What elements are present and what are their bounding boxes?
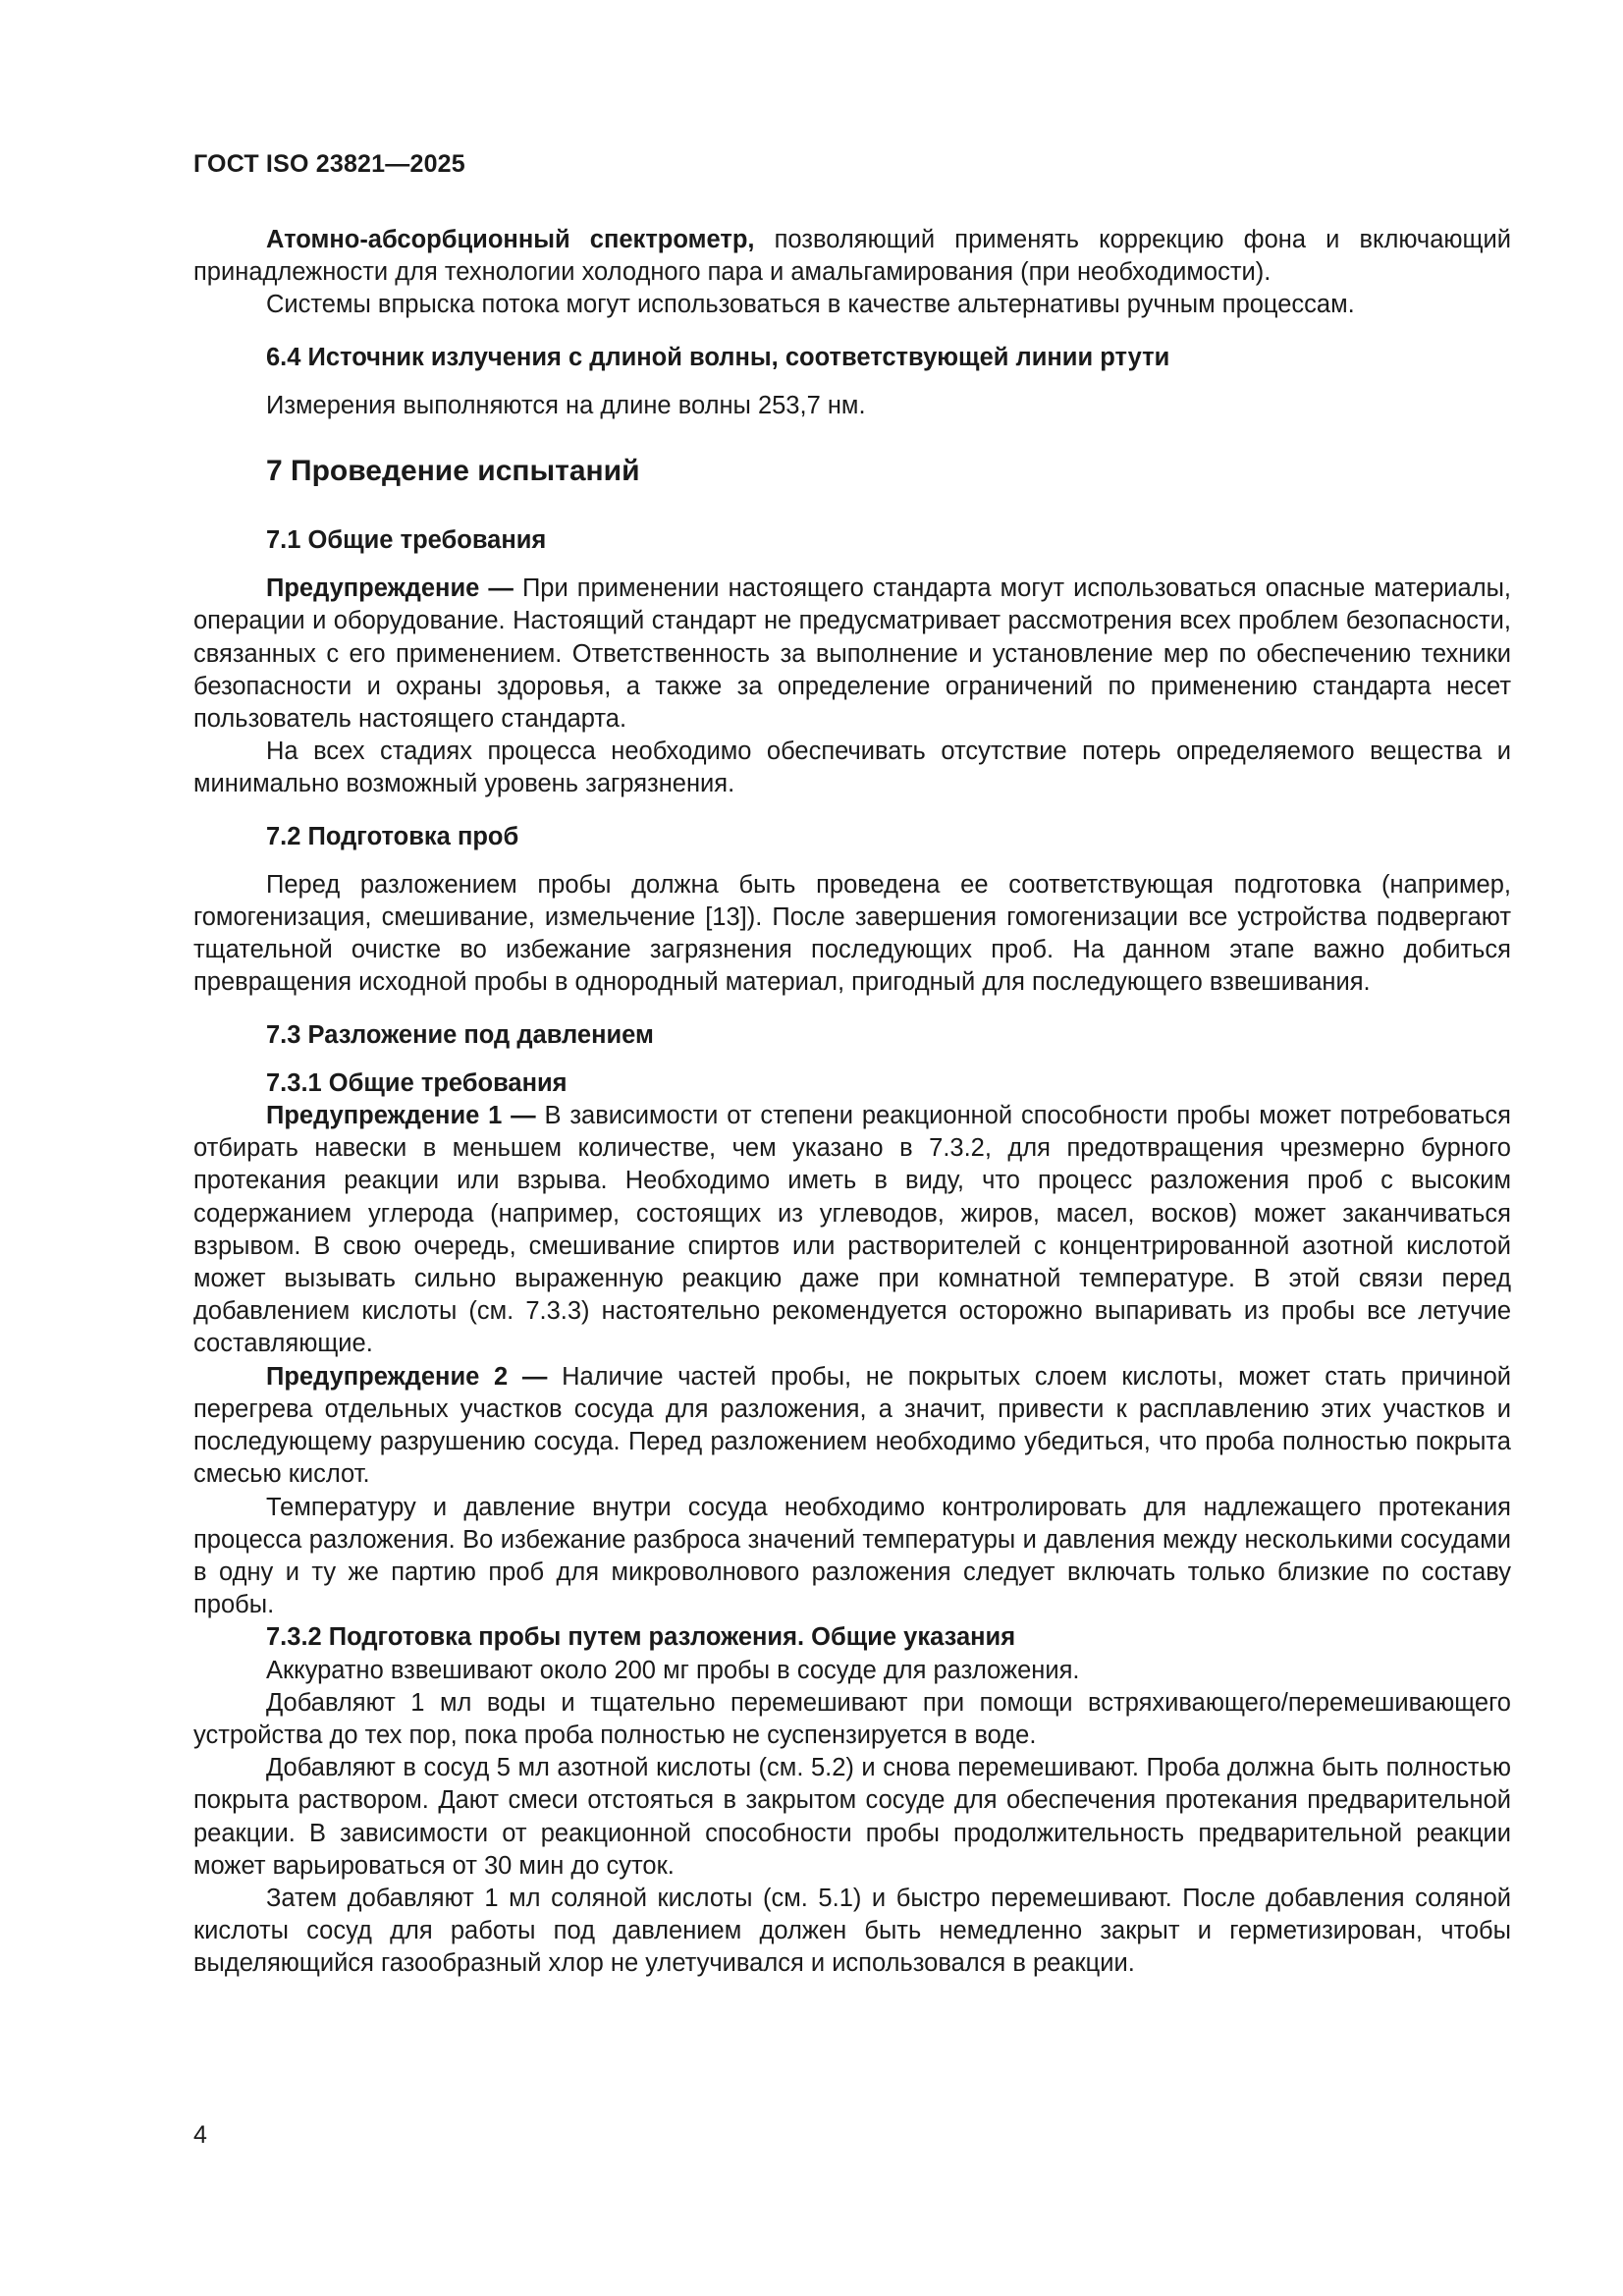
page-content xyxy=(193,224,1511,1981)
warning-label: Предупреждение — xyxy=(266,574,514,603)
paragraph-spectrometer xyxy=(193,224,1511,289)
warning-1-label: Предупреждение 1 — xyxy=(266,1102,536,1130)
section-heading-6-4: 6.4 Источник излучения с длиной волны, соответствующей линии ртути xyxy=(266,343,1170,371)
paragraph-losses: На всех стадиях процесса необходимо обеспечивать отсутствие потерь определяемого вещества и минимально возможный уровень загрязнения. xyxy=(193,738,1511,798)
paragraph-flow-injection: Системы впрыска потока могут использоваться в качестве альтернативы ручным процессам. xyxy=(266,291,1355,319)
paragraph-add-water: Добавляют 1 мл воды и тщательно перемешивают при помощи встряхивающего/перемешивающего устройства до тех пор, пока проба полностью не суспензируется в воде. xyxy=(193,1688,1511,1749)
section-heading-7-3-2: 7.3.2 Подготовка пробы путем разложения. Общие указания xyxy=(266,1623,1016,1652)
paragraph-wavelength: Измерения выполняются на длине волны 253,7 нм. xyxy=(266,391,866,419)
paragraph-temperature-pressure: Температуру и давление внутри сосуда необходимо контролировать для надлежащего протекания процесса разложения. Во избежание разброса значений температуры и давления между несколькими сосудами в одну и ту же партию проб для микроволнового разложения следует включать только близкие по составу пробы. xyxy=(193,1493,1511,1619)
page-number: 4 xyxy=(193,2121,207,2149)
paragraph-add-nitric-acid: Добавляют в сосуд 5 мл азотной кислоты (см. 5.2) и снова перемешивают. Проба должна быть полностью покрыта раствором. Дают смеси отстояться в закрытом сосуде для обеспечения протекания предварительной реакции. В зависимости от реакционной способности пробы продолжительность предварительной реакции может варьироваться от 30 мин до суток. xyxy=(193,1754,1511,1880)
section-heading-7: 7 Проведение испытаний xyxy=(266,455,640,488)
paragraph-warning-1 xyxy=(193,1100,1511,1361)
paragraph-text: В зависимости от степени реакционной способности пробы может потребоваться отбирать навески в меньшем количестве, чем указано в 7.3.2, для предотвращения чрезмерно бурного протекания реакции или взрыва. Необходимо иметь в виду, что процесс разложения проб с высоким содержанием углерода (например, состоящих из углеводов, жиров, масел, восков) может заканчиваться взрывом. В свою очередь, смешивание спиртов или растворителей с концентрированной азотной кислотой может вызывать сильно выраженную реакцию даже при комнатной температуре. В этой связи перед добавлением кислоты (см. 7.3.3) настоятельно рекомендуется осторожно выпаривать из пробы все летучие составляющие. xyxy=(193,1102,1511,1358)
paragraph-text: Наличие частей пробы, не покрытых слоем кислоты, может стать причиной перегрева отдельных участков сосуда для разложения, а значит, привести к расплавлению этих участков и последующему разрушению сосуда. Перед разложением необходимо убедиться, что проба полностью покрыта смесью кислот. xyxy=(193,1362,1511,1489)
paragraph-warning xyxy=(193,573,1511,736)
paragraph-add-hydrochloric-acid: Затем добавляют 1 мл соляной кислоты (см. 5.1) и быстро перемешивают. После добавления соляной кислоты сосуд для работы под давлением должен быть немедленно закрыт и герметизирован, чтобы выделяющийся газообразный хлор не улетучивался и использовался в реакции. xyxy=(193,1884,1511,1978)
paragraph-text: При применении настоящего стандарта могут использоваться опасные материалы, операции и оборудование. Настоящий стандарт не предусматривает рассмотрения всех проблем безопасности, связанных с его применением. Ответственность за выполнение и установление мер по обеспечению техники безопасности и охраны здоровья, а также за определение ограничений по применению стандарта несет пользователь настоящего стандарта. xyxy=(193,574,1511,734)
warning-2-label: Предупреждение 2 — xyxy=(266,1362,548,1391)
section-heading-7-1: 7.1 Общие требования xyxy=(266,526,547,555)
section-heading-7-2: 7.2 Подготовка проб xyxy=(266,822,519,850)
paragraph-sample-preparation: Перед разложением пробы должна быть проведена ее соответствующая подготовка (например, гомогенизация, смешивание, измельчение [13]). После завершения гомогенизации все устройства подвергают тщательной очистке во избежание загрязнения последующих проб. На данном этапе важно добиться превращения исходной пробы в однородный материал, пригодный для последующего взвешивания. xyxy=(193,870,1511,997)
paragraph-text: позволяющий применять коррекцию фона и включающий принадлежности для технологии холодного пара и амальгамирования (при необходимости). xyxy=(193,226,1511,287)
standard-header: ГОСТ ISO 23821—2025 xyxy=(193,150,465,178)
paragraph-weighing: Аккуратно взвешивают около 200 мг пробы в сосуде для разложения. xyxy=(266,1656,1080,1684)
term-spectrometer: Атомно-абсорбционный спектрометр, xyxy=(266,226,755,253)
section-heading-7-3: 7.3 Разложение под давлением xyxy=(266,1020,654,1049)
section-heading-7-3-1: 7.3.1 Общие требования xyxy=(266,1068,568,1097)
paragraph-warning-2 xyxy=(193,1361,1511,1492)
